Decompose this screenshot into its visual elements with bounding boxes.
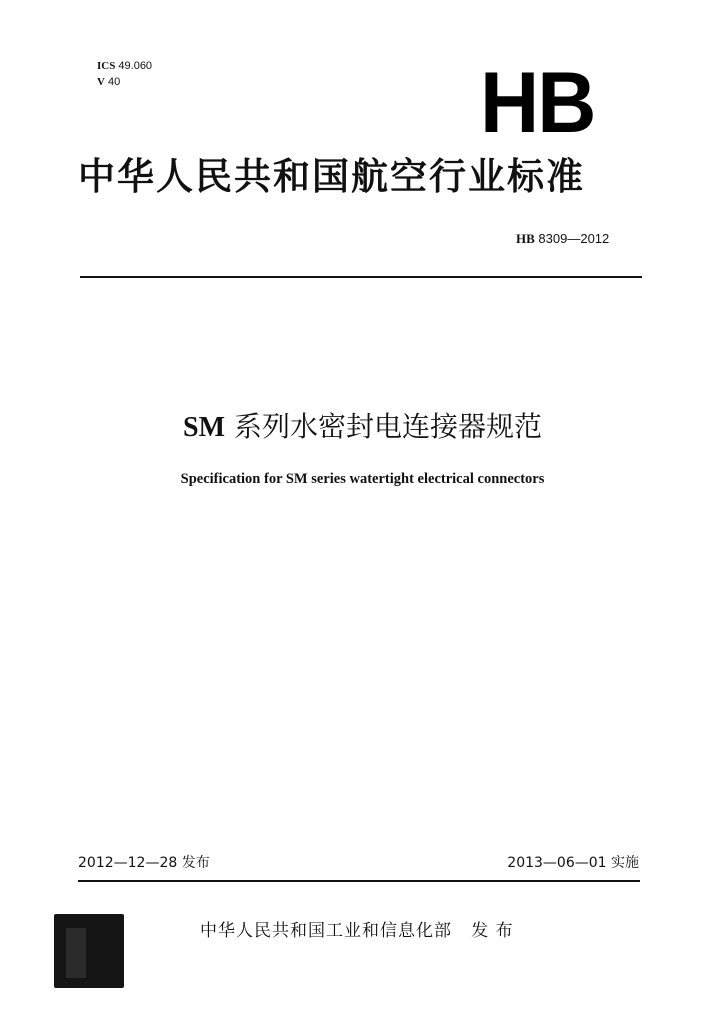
- standard-number: [516, 231, 609, 247]
- footer-divider: [78, 880, 640, 882]
- class-line: [97, 74, 152, 90]
- title-prefix: SM: [183, 412, 226, 443]
- ics-label: ICS: [97, 60, 116, 72]
- class-label: V: [97, 76, 105, 88]
- ics-code: 49.060: [118, 60, 153, 72]
- publisher-action: 发 布: [471, 921, 514, 941]
- hb-logo: HB: [480, 55, 595, 151]
- implementation-date: 2013—06—01 实施: [507, 855, 639, 871]
- document-title-cn: [0, 407, 725, 448]
- header-divider: [80, 276, 642, 278]
- publisher-line: [200, 916, 514, 941]
- sticker-inner: [66, 928, 86, 978]
- standard-number-prefix: HB: [516, 231, 535, 246]
- standard-number-value: 8309—2012: [538, 231, 610, 246]
- classification-block: [97, 58, 152, 90]
- standard-category-title: 中华人民共和国航空行业标准: [78, 155, 585, 198]
- issue-date: 2012—12—28 发布: [78, 855, 210, 871]
- document-title-en: Specification for SM series watertight electrical connectors: [180, 471, 545, 487]
- barcode-sticker: [54, 914, 124, 988]
- title-cn-text: 系列水密封电连接器规范: [233, 410, 542, 443]
- publisher-name: 中华人民共和国工业和信息化部: [200, 921, 452, 941]
- class-code: 40: [108, 76, 121, 88]
- ics-line: [97, 58, 152, 74]
